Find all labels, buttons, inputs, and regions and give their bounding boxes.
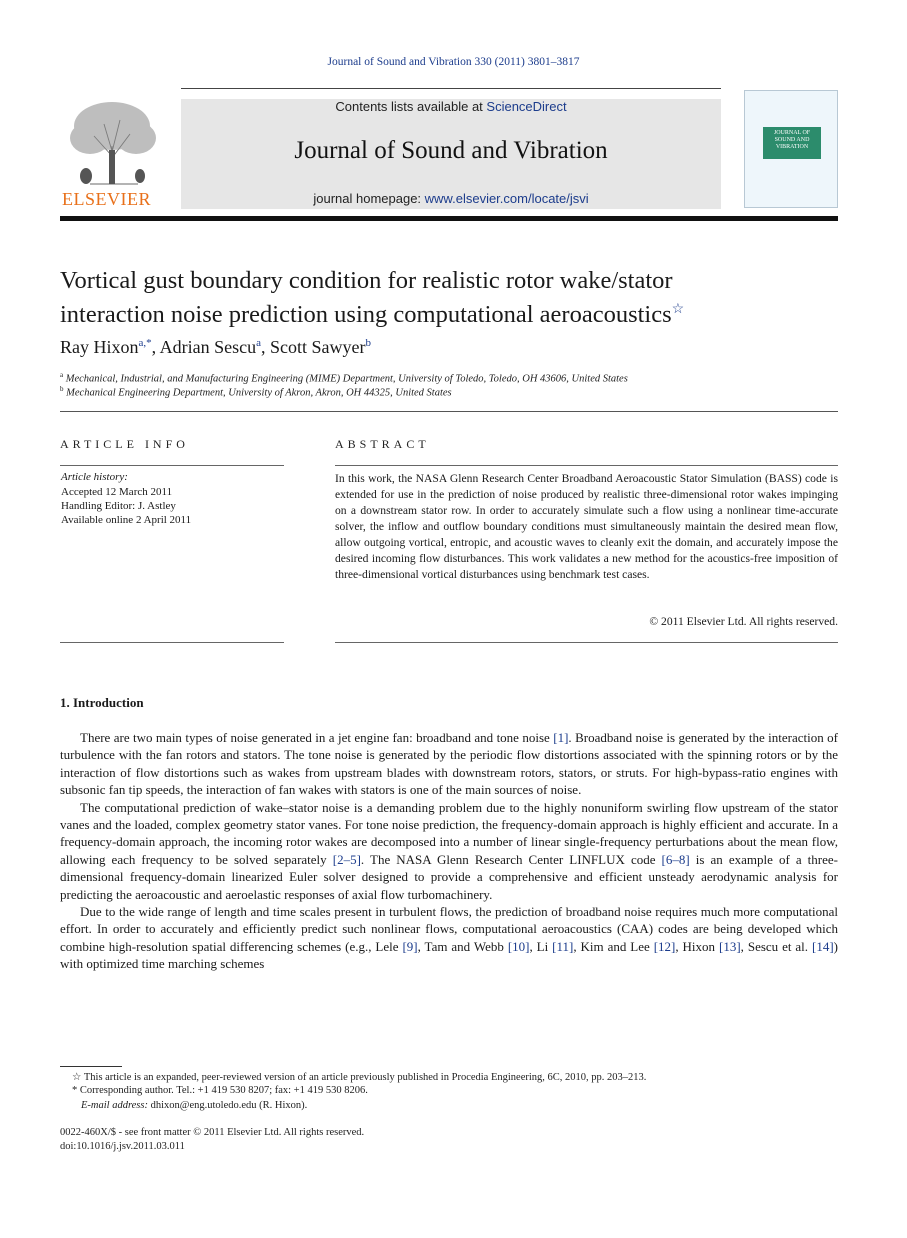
author-name: Ray Hixon xyxy=(60,337,139,357)
section-rule xyxy=(60,411,838,412)
citation-link[interactable]: [12] xyxy=(653,938,676,954)
history-accepted: Accepted 12 March 2011 xyxy=(61,486,173,498)
article-info-heading: ARTICLE INFO xyxy=(60,437,189,451)
abstract-rule-top xyxy=(335,465,838,466)
paragraph-1 xyxy=(60,729,838,799)
history-online: Available online 2 April 2011 xyxy=(61,514,192,526)
footnote-email xyxy=(81,1100,307,1111)
text-run: The computational prediction of wake–stator noise is a demanding problem due to the highly nonuniform swirling flow upstream of the stator vanes and the loaded, complex geometry stator vanes. For tone noise prediction, the frequency-domain approach is highly efficient and accurate. In a frequency-domain approach, the incoming rotor wakes are decomposed into a number of linear single-frequency perturbations about the mean flow, allowing each frequency to be solved separately xyxy=(60,799,838,867)
citation-link[interactable]: [13] xyxy=(718,938,741,954)
author-name: Adrian Sescu xyxy=(159,337,257,357)
history-editor: Handling Editor: J. Astley xyxy=(61,500,176,512)
elsevier-wordmark: ELSEVIER xyxy=(62,189,151,209)
homepage-prefix: journal homepage: xyxy=(313,191,425,206)
info-rule-bottom xyxy=(60,642,284,643)
citation-link[interactable]: [14] xyxy=(811,938,834,954)
author-affiliation-mark[interactable]: a,* xyxy=(138,337,152,349)
text-run: , Hixon xyxy=(675,938,719,954)
citation-link[interactable]: [2–5] xyxy=(332,851,361,867)
text-run: ) with optimized time marching schemes xyxy=(60,938,838,972)
top-rule xyxy=(181,88,721,89)
abstract-rule-bottom xyxy=(335,642,838,643)
doi[interactable]: doi:10.1016/j.jsv.2011.03.011 xyxy=(60,1141,185,1152)
author-list: Ray Hixon$^{a,*}$, Adrian Sescu$^a$, Scott Sawyer$^b$ xyxy=(60,337,372,357)
paragraph-3 xyxy=(60,903,838,973)
footnote-asterisk: * xyxy=(72,1085,78,1096)
front-matter-notice: 0022-460X/$ - see front matter © 2011 Elsevier Ltd. All rights reserved. xyxy=(60,1127,365,1138)
footnote-star-mark: ☆ xyxy=(72,1072,82,1083)
citation-link[interactable]: [10] xyxy=(507,938,530,954)
section-heading-introduction: 1. Introduction xyxy=(60,695,144,710)
journal-name: Journal of Sound and Vibration xyxy=(294,137,608,164)
text-run: Due to the wide range of length and time scales present in turbulent flows, the prediction of broadband noise requires much more computational effort. In order to accurately and efficiently predict such nonlinear flows, computational aeroacoustics (CAA) codes are being developed which combine high-resolution spatial differencing schemes (e.g., Lele xyxy=(60,904,838,954)
contents-line xyxy=(181,99,721,114)
affiliation-b xyxy=(60,385,452,399)
text-run: , Tam and Webb xyxy=(417,938,508,954)
text-run: . Broadband noise is generated by the interaction of turbulence with the fan rotors and stators. The tone noise is generated by the periodic flow distortions associated with the spinning rotors or by the interaction of flow distortions such as wakes from upstream blades with downstream rotors, stators, or struts. For high-bypass-ratio engines with subsonic fan tip speeds, the interaction of fan wakes with stators is one of the main sources of noise. xyxy=(60,730,838,798)
citation-link[interactable]: [6–8] xyxy=(661,851,690,867)
affiliation-a xyxy=(60,371,628,385)
abstract-text: In this work, the NASA Glenn Research Center Broadband Aeroacoustic Stator Simulation (BASS) code is extended for use in the prediction of noise produced by realistic three-dimensional rotor wakes impinging on a downstream stator row. In order to accurately simulate such a flow using a nonlinear time-accurate solver, the inflow and outflow boundary conditions must simultaneously maintain the desired mean flow, allow outgoing vortical, entropic, and acoustic waves to cleanly exit the domain, and accurately impose the desired incoming flow disturbances. This work validates a new method for the acoustics-free imposition of three-dimensional vortical disturbances using benchmark test cases. xyxy=(335,472,838,581)
homepage-line xyxy=(181,191,721,206)
title-footnote-mark[interactable]: ☆ xyxy=(671,302,685,317)
sciencedirect-link[interactable]: ScienceDirect xyxy=(486,99,567,114)
text-run: , Li xyxy=(529,938,553,954)
title-line-1: Vortical gust boundary condition for realistic rotor wake/stator xyxy=(60,267,673,294)
text-run: , Kim and Lee xyxy=(573,938,654,954)
info-rule-top xyxy=(60,465,284,466)
author-affiliation-mark[interactable]: a xyxy=(256,337,262,349)
journal-citation[interactable]: Journal of Sound and Vibration 330 (2011) 3801–3817 xyxy=(327,56,580,68)
abstract-heading: ABSTRACT xyxy=(335,437,430,451)
text-run: , Sescu et al. xyxy=(740,938,812,954)
abstract-copyright: © 2011 Elsevier Ltd. All rights reserved. xyxy=(649,615,838,628)
citation-link[interactable]: [9] xyxy=(402,938,418,954)
footnote-corresponding-author xyxy=(72,1085,368,1096)
header-rule xyxy=(60,216,838,221)
email-label: E-mail address: xyxy=(81,1100,148,1111)
cover-title-box: JOURNAL OF SOUND AND VIBRATION xyxy=(763,127,821,159)
affiliation-text: Mechanical, Industrial, and Manufacturing Engineering (MIME) Department, University of Toledo, Toledo, OH 43606, United States xyxy=(65,373,628,385)
email-address[interactable]: dhixon@eng.utoledo.edu (R. Hixon). xyxy=(147,1100,308,1111)
title-line-2: interaction noise prediction using computational aeroacoustics xyxy=(60,301,672,329)
footnote-text: This article is an expanded, peer-reviewed version of an article previously published in Procedia Engineering, 6C, 2010, pp. 203–213. xyxy=(81,1072,647,1083)
text-run: is an example of a three-dimensional frequency-domain linearized Euler solver designed to provide a comprehensive and efficient unsteady aerodynamic analysis for predicting the aeroacoustic and aeroelastic responses of axial flow turbomachinery. xyxy=(60,851,838,902)
article-title xyxy=(60,266,840,329)
footnote-rule xyxy=(60,1066,122,1067)
footnote-text: Corresponding author. Tel.: +1 419 530 8207; fax: +1 419 530 8206. xyxy=(77,1085,368,1096)
citation-link[interactable]: [11] xyxy=(552,938,574,954)
affiliation-mark: b xyxy=(60,385,64,393)
introduction-body xyxy=(60,729,838,973)
affiliation-text: Mechanical Engineering Department, University of Akron, Akron, OH 44325, United States xyxy=(66,387,452,399)
journal-cover-thumbnail[interactable] xyxy=(744,90,838,208)
text-run: . The NASA Glenn Research Center LINFLUX code xyxy=(360,851,662,867)
author-name: Scott Sawyer xyxy=(270,337,366,357)
author-affiliation-mark[interactable]: b xyxy=(365,337,372,349)
paragraph-2 xyxy=(60,799,838,903)
history-label: Article history: xyxy=(61,471,128,483)
footnote-expanded-version xyxy=(72,1071,646,1083)
text-run: There are two main types of noise generated in a jet engine fan: broadband and tone noise xyxy=(80,730,554,745)
contents-prefix: Contents lists available at xyxy=(335,99,487,114)
homepage-link[interactable]: www.elsevier.com/locate/jsvi xyxy=(424,191,589,206)
citation-link[interactable]: [1] xyxy=(553,730,569,745)
affiliation-mark: a xyxy=(60,371,64,379)
